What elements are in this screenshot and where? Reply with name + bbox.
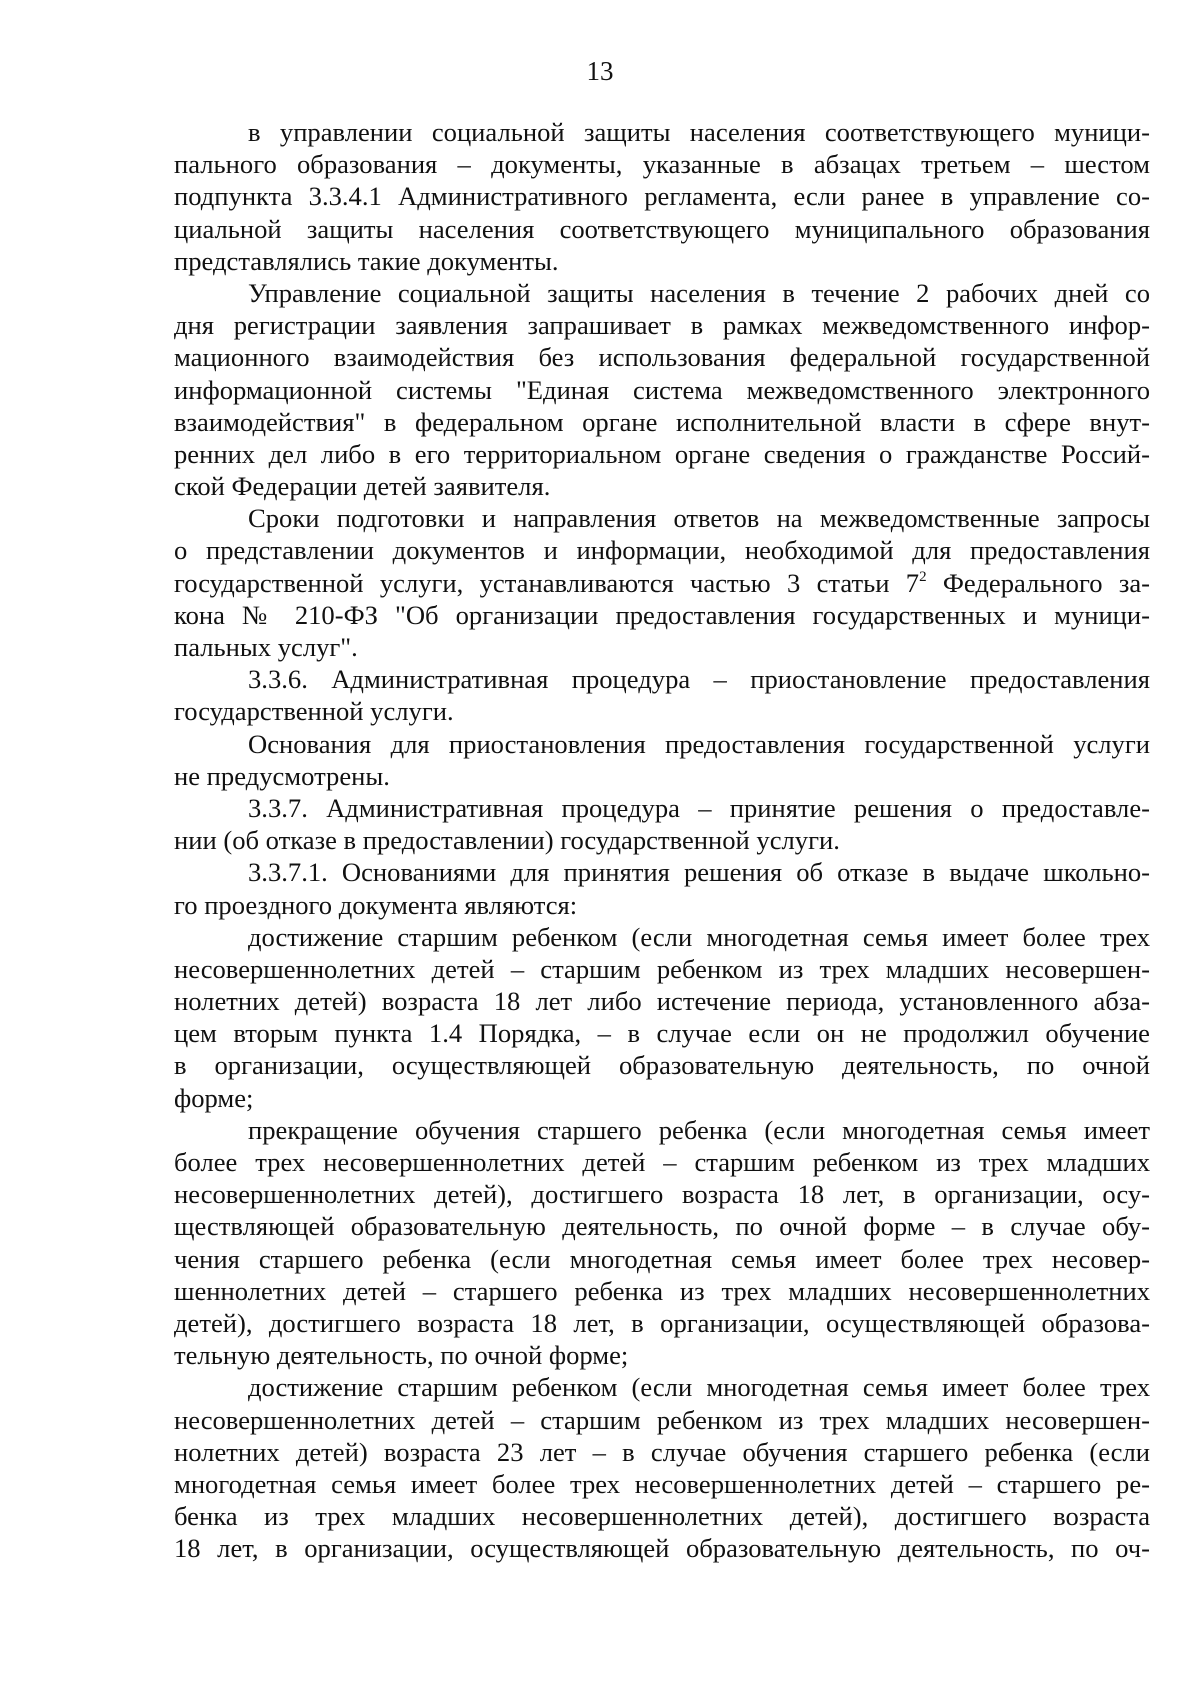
text-line-content: взаимодействия" в федеральном органе исполнительной власти в сфере внут- (174, 406, 1150, 437)
text-line-content: форме; (174, 1082, 254, 1113)
text-line-content: детей), достигшего возраста 18 лет, в организации, осуществляющей образова- (174, 1307, 1150, 1338)
text-line (174, 245, 1150, 277)
text-line (174, 438, 1150, 470)
text-line (174, 1275, 1150, 1307)
text-line (174, 567, 1150, 599)
text-line (174, 502, 1150, 534)
text-line (174, 1210, 1150, 1242)
text-line (174, 889, 1150, 921)
text-line (174, 1339, 1150, 1371)
text-line-content: 3.3.7. Административная процедура – принятие решения о предоставле- (248, 792, 1150, 823)
text-line-content: ренних дел либо в его территориальном органе сведения о гражданстве Россий- (174, 438, 1150, 469)
text-line (174, 148, 1150, 180)
text-line-content: дня регистрации заявления запрашивает в рамках межведомственного инфор- (174, 310, 1150, 341)
text-line (174, 1146, 1150, 1178)
text-line (174, 1178, 1150, 1210)
text-line (174, 374, 1150, 406)
text-line-content: более трех несовершеннолетних детей – старшим ребенком из трех младших (174, 1147, 1150, 1177)
text-line (174, 1436, 1150, 1468)
text-line-content: прекращение обучения старшего ребенка (если многодетная семья имеет (248, 1114, 1150, 1145)
text-line (174, 760, 1150, 792)
text-line-content: нолетних детей) возраста 18 лет либо истечение периода, установленного абза- (174, 986, 1150, 1017)
text-line (174, 341, 1150, 373)
text-line-content: ществляющей образовательную деятельность, по очной форме – в случае обу- (174, 1211, 1150, 1242)
text-line (174, 1017, 1150, 1049)
text-line (174, 116, 1150, 148)
text-line-content: го проездного документа являются: (174, 889, 578, 920)
text-line-content: подпункта 3.3.4.1 Административного регламента, если ранее в управление со- (174, 181, 1150, 212)
text-line-content: о представлении документов и информации, необходимой для предоставления (174, 535, 1150, 566)
text-line-content: достижение старшим ребенком (если многодетная семья имеет более трех (248, 921, 1150, 952)
text-line (174, 953, 1150, 985)
text-line-content: информационной системы "Единая система межведомственного электронного (174, 374, 1150, 405)
text-line (174, 824, 1150, 856)
text-line-content: кона № 210-ФЗ "Об организации предоставления государственных и муници- (174, 599, 1150, 630)
text-line (174, 599, 1150, 631)
text-line (174, 1468, 1150, 1500)
text-line-content: достижение старшим ребенком (если многодетная семья имеет более трех (248, 1372, 1150, 1403)
text-line-content: в организации, осуществляющей образовательную деятельность, по очной (174, 1050, 1150, 1081)
text-line (174, 792, 1150, 824)
text-line-content: циальной защиты населения соответствующего муниципального образования (174, 213, 1150, 244)
text-line-content: 3.3.6. Административная процедура – приостановление предоставления (248, 664, 1150, 695)
text-line (174, 1404, 1150, 1436)
text-line (174, 1243, 1150, 1275)
text-line-content: несовершеннолетних детей), достигшего возраста 18 лет, в организации, осу- (174, 1179, 1150, 1210)
text-line (174, 921, 1150, 953)
text-line-content: Управление социальной защиты населения в течение 2 рабочих дней со (248, 277, 1150, 308)
text-line-content: 3.3.7.1. Основаниями для принятия решения об отказе в выдаче школьно- (248, 857, 1150, 888)
text-line (174, 180, 1150, 212)
text-line-continuation: Федерального за- (926, 567, 1150, 598)
text-line-content: представлялись такие документы. (174, 245, 559, 276)
document-body (174, 116, 1150, 1564)
text-line (174, 470, 1150, 502)
text-line-content: нолетних детей) возраста 23 лет – в случае обучения старшего ребенка (если (174, 1436, 1150, 1467)
text-line-content: Основания для приостановления предоставления государственной услуги (248, 728, 1150, 759)
text-line (174, 663, 1150, 695)
text-line (174, 277, 1150, 309)
text-line (174, 695, 1150, 727)
text-line-content: не предусмотрены. (174, 760, 390, 791)
superscript: 2 (919, 568, 927, 585)
text-line-content: бенка из трех младших несовершеннолетних детей), достигшего возраста (174, 1501, 1150, 1532)
page-number: 13 (586, 56, 614, 86)
text-line-content: тельную деятельность, по очной форме; (174, 1340, 629, 1371)
text-line (174, 534, 1150, 566)
text-line (174, 856, 1150, 888)
text-line-content: цем вторым пункта 1.4 Порядка, – в случае если он не продолжил обучение (174, 1018, 1150, 1049)
text-line-content: Сроки подготовки и направления ответов на межведомственные запросы (248, 503, 1150, 534)
text-line-content: в управлении социальной защиты населения соответствующего муници- (248, 117, 1150, 147)
text-line-content: мационного взаимодействия без использования федеральной государственной (174, 342, 1150, 373)
text-line-content: несовершеннолетних детей – старшим ребенком из трех младших несовершен- (174, 953, 1150, 984)
text-line-content: пальных услуг". (174, 632, 358, 662)
text-line-content: 18 лет, в организации, осуществляющей образовательную деятельность, по оч- (174, 1533, 1150, 1564)
text-line-content: государственной услуги. (174, 696, 454, 727)
text-line-content: шеннолетних детей – старшего ребенка из трех младших несовершеннолетних (174, 1275, 1150, 1306)
text-line (174, 1114, 1150, 1146)
text-line-content: многодетная семья имеет более трех несовершеннолетних детей – старшего ре- (174, 1468, 1150, 1499)
text-line (174, 309, 1150, 341)
text-line (174, 985, 1150, 1017)
text-line (174, 1532, 1150, 1564)
text-line (174, 213, 1150, 245)
text-line (174, 1371, 1150, 1403)
text-line-content: нии (об отказе в предоставлении) государственной услуги. (174, 825, 840, 856)
text-line (174, 406, 1150, 438)
text-line-content: чения старшего ребенка (если многодетная семья имеет более трех несовер- (174, 1243, 1150, 1274)
text-line-content: несовершеннолетних детей – старшим ребенком из трех младших несовершен- (174, 1404, 1150, 1435)
text-line (174, 1307, 1150, 1339)
text-line-content: пального образования – документы, указанные в абзацах третьем – шестом (174, 149, 1150, 180)
text-line (174, 631, 1150, 663)
text-line (174, 1049, 1150, 1081)
text-line-content: государственной услуги, устанавливаются частью 3 статьи 7 (174, 567, 920, 598)
text-line-content: ской Федерации детей заявителя. (174, 471, 551, 502)
text-line (174, 728, 1150, 760)
text-line (174, 1082, 1150, 1114)
text-line (174, 1500, 1150, 1532)
